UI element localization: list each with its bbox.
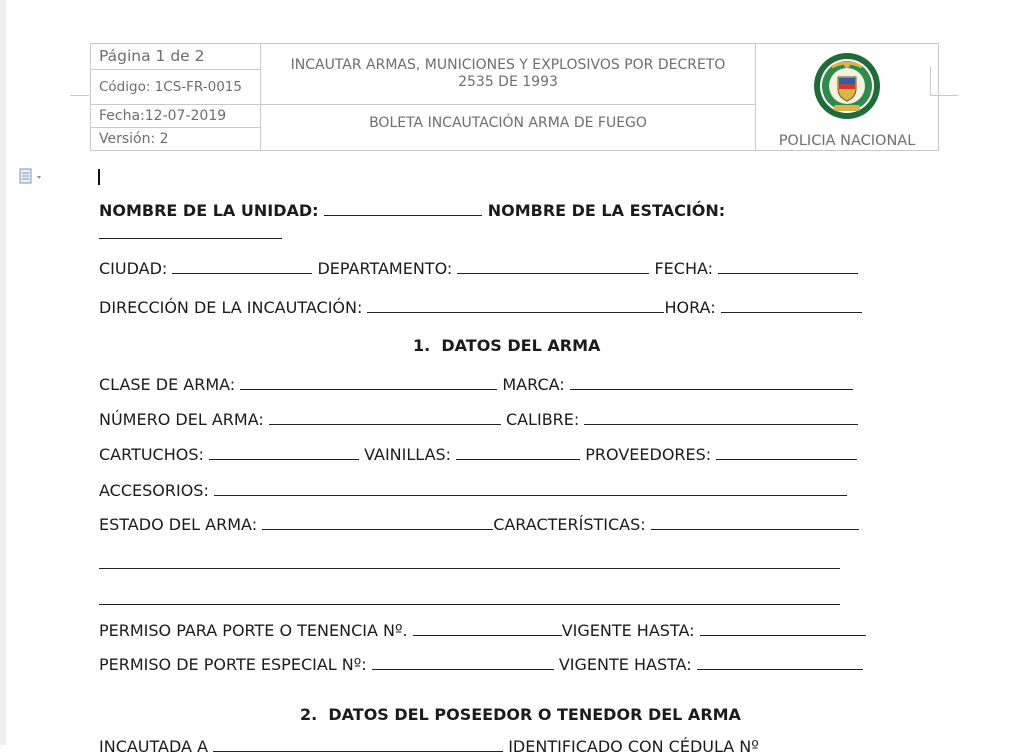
weapon-number-blank[interactable] (269, 409, 501, 425)
caliber-blank[interactable] (584, 409, 858, 425)
magazines-blank[interactable] (716, 444, 857, 460)
accessories-label: ACCESORIOS: (99, 481, 209, 500)
weapon-state-label: ESTADO DEL ARMA: (99, 515, 258, 534)
valid-until-blank-2[interactable] (697, 654, 863, 670)
city-line (99, 258, 858, 278)
weapon-number-label: NÚMERO DEL ARMA: (99, 410, 264, 429)
police-crest-icon (812, 51, 882, 121)
organization-name: POLICIA NACIONAL (778, 133, 916, 149)
permit-special-label: PERMISO DE PORTE ESPECIAL Nº: (99, 655, 367, 674)
address-blank[interactable] (367, 297, 664, 313)
casings-label: VAINILLAS: (364, 445, 452, 464)
permit-special-blank[interactable] (372, 654, 554, 670)
unit-label: NOMBRE DE LA UNIDAD: (99, 201, 319, 220)
cartridges-blank[interactable] (209, 444, 359, 460)
logo-cell (756, 44, 939, 151)
characteristics-blank-2[interactable] (99, 553, 840, 569)
permit-carry-line (99, 620, 866, 640)
magazines-label: PROVEEDORES: (585, 445, 712, 464)
characteristics-extra-line-1 (99, 553, 840, 573)
valid-until-label-1: VIGENTE HASTA: (561, 621, 695, 640)
department-blank[interactable] (457, 258, 649, 274)
station-blank-line (99, 223, 282, 243)
characteristics-extra-line-2 (99, 589, 840, 609)
city-blank[interactable] (172, 258, 312, 274)
document-title: INCAUTAR ARMAS, MUNICIONES Y EXPLOSIVOS POR DECRETO 2535 DE 1993 (261, 44, 756, 105)
permit-carry-label: PERMISO PARA PORTE O TENENCIA Nº. (99, 621, 408, 640)
weapon-class-label: CLASE DE ARMA: (99, 375, 236, 394)
department-label: DEPARTAMENTO: (317, 259, 453, 278)
document-subtitle: BOLETA INCAUTACIÓN ARMA DE FUEGO (261, 105, 756, 151)
weapon-class-line (99, 374, 853, 394)
permit-special-line (99, 654, 863, 674)
characteristics-label: CARACTERÍSTICAS: (493, 515, 646, 534)
characteristics-blank[interactable] (651, 514, 859, 530)
page-edge (0, 0, 6, 745)
valid-until-blank-1[interactable] (700, 620, 866, 636)
page-number: Página 1 de 2 (91, 44, 261, 70)
id-label: IDENTIFICADO CON CÉDULA Nº (508, 737, 759, 756)
accessories-blank[interactable] (214, 480, 847, 496)
section-2-title: 2. DATOS DEL POSEEDOR O TENEDOR DEL ARMA (300, 705, 741, 724)
seized-from-line (99, 736, 759, 756)
margin-mark-left (70, 95, 89, 96)
seized-from-blank[interactable] (213, 736, 503, 752)
paste-options-icon[interactable] (19, 168, 45, 186)
address-label: DIRECCIÓN DE LA INCAUTACIÓN: (99, 298, 363, 317)
seized-from-label: INCAUTADA A (99, 737, 209, 756)
document-version: Versión: 2 (91, 128, 261, 151)
valid-until-label-2: VIGENTE HASTA: (558, 655, 692, 674)
weapon-number-line (99, 409, 858, 429)
station-label: NOMBRE DE LA ESTACIÓN: (487, 201, 726, 220)
document-header (90, 43, 939, 151)
hour-blank[interactable] (721, 297, 862, 313)
brand-label: MARCA: (502, 375, 565, 394)
date-blank[interactable] (718, 258, 858, 274)
document-date: Fecha:12-07-2019 (91, 105, 261, 128)
permit-carry-blank[interactable] (413, 620, 562, 636)
text-cursor (98, 169, 100, 185)
accessories-line (99, 480, 847, 500)
station-blank[interactable] (99, 223, 282, 239)
section-1-title: 1. DATOS DEL ARMA (413, 336, 601, 355)
hour-label: HORA: (664, 298, 716, 317)
caliber-label: CALIBRE: (505, 410, 580, 429)
date-label: FECHA: (654, 259, 714, 278)
unit-blank[interactable] (324, 200, 482, 216)
address-line (99, 297, 862, 317)
document-code: Código: 1CS-FR-0015 (91, 70, 261, 105)
brand-blank[interactable] (570, 374, 853, 390)
characteristics-blank-3[interactable] (99, 589, 840, 605)
weapon-state-line (99, 514, 859, 534)
ammo-line (99, 444, 857, 464)
weapon-class-blank[interactable] (240, 374, 497, 390)
unit-line (99, 200, 725, 220)
city-label: CIUDAD: (99, 259, 168, 278)
casings-blank[interactable] (456, 444, 580, 460)
cartridges-label: CARTUCHOS: (99, 445, 204, 464)
weapon-state-blank[interactable] (262, 514, 493, 530)
